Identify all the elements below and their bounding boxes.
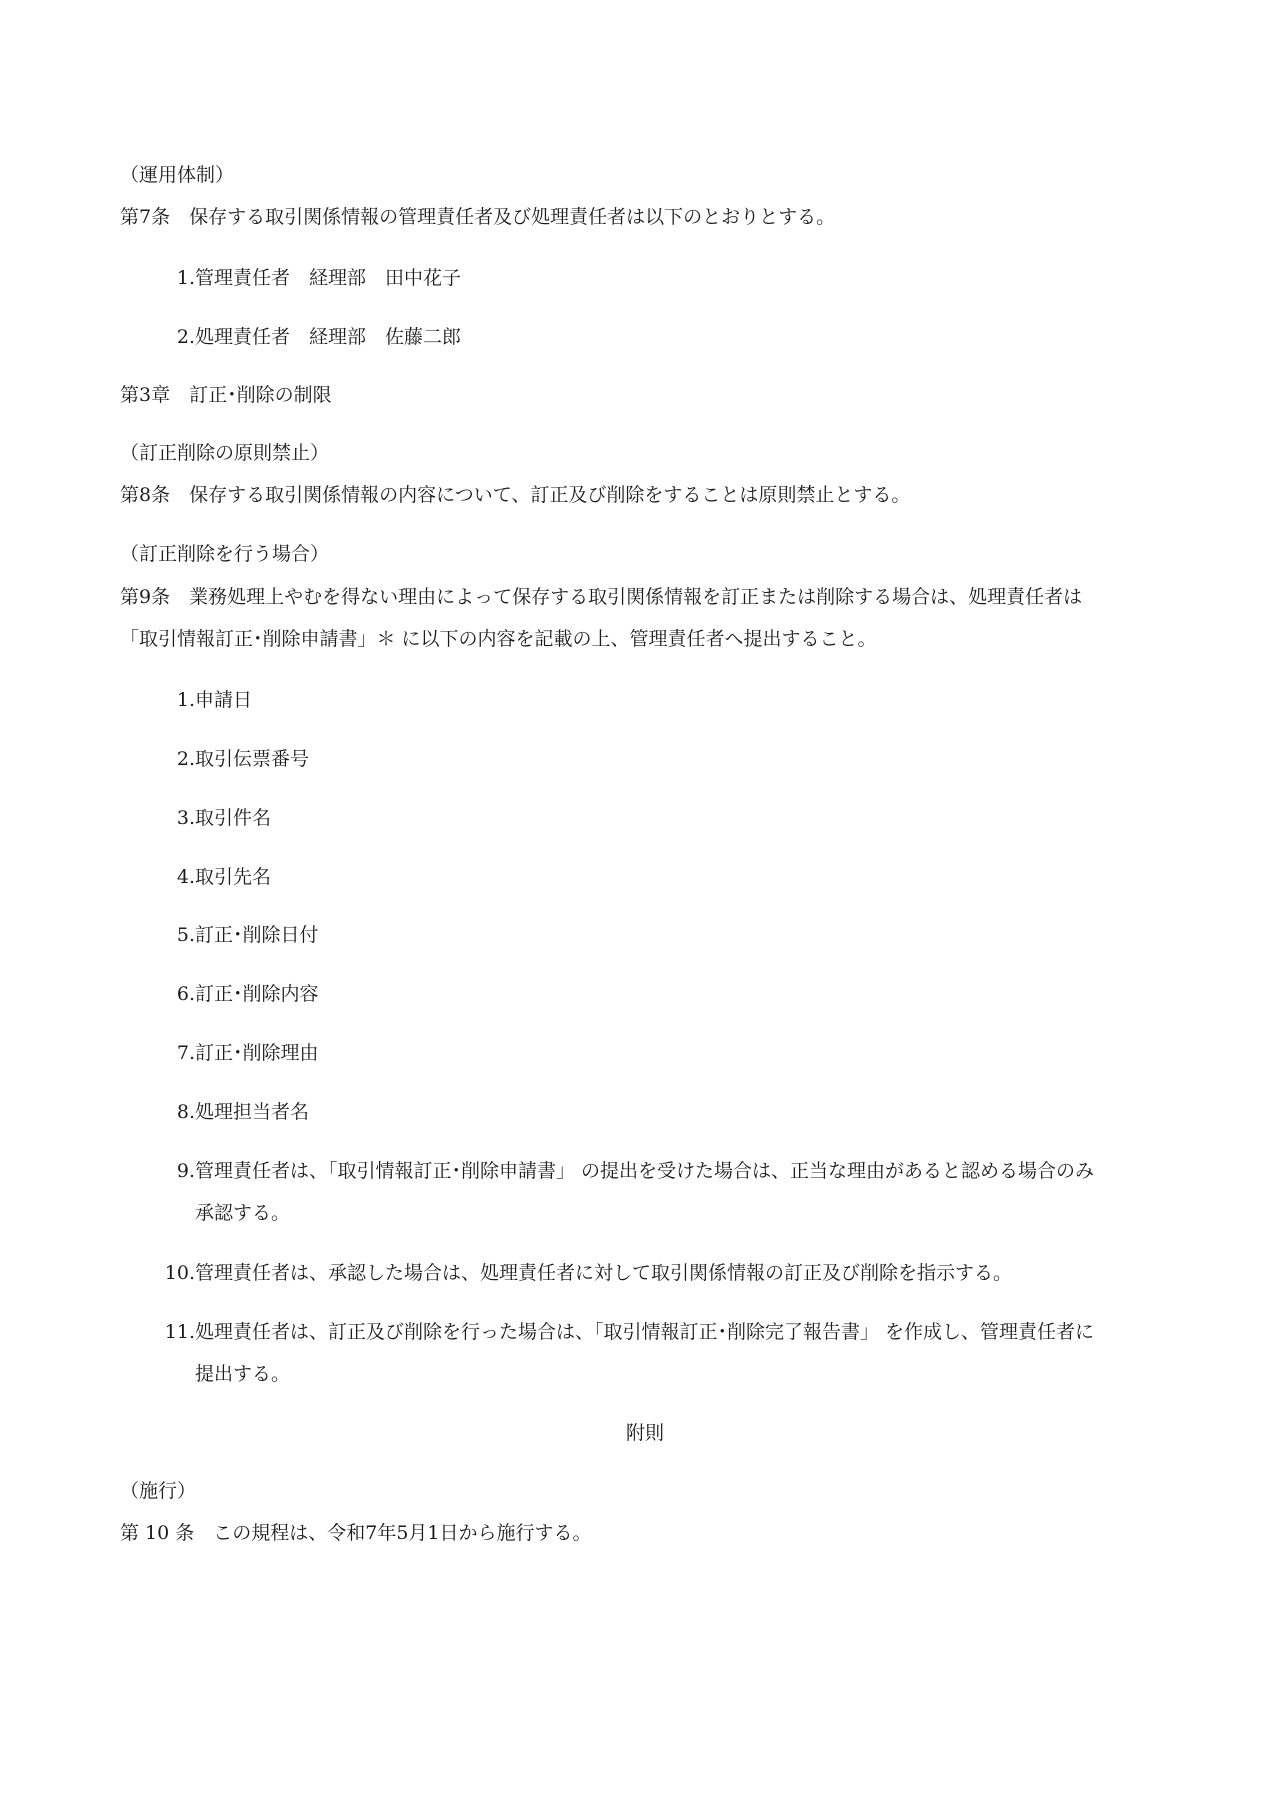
list-text: 訂正･削除内容: [195, 983, 319, 1005]
list-text: 管理責任者は、承認した場合は、処理責任者に対して取引関係情報の訂正及び削除を指示する。: [195, 1262, 1013, 1284]
list-text: 承認する。: [195, 1202, 291, 1224]
list-number: 5.: [176, 924, 195, 946]
list-number: 11.: [164, 1321, 195, 1343]
list-text: 処理責任者は、訂正及び削除を行った場合は、「取引情報訂正･削除完了報告書」 を作成し、管理責任者に: [195, 1321, 1095, 1343]
list-number: 7.: [176, 1042, 195, 1064]
list-text: 取引件名: [195, 807, 272, 829]
list-text: 申請日: [195, 689, 253, 711]
article-10: 第 10 条 この規程は、令和7年5月1日から施行する。: [120, 1522, 592, 1544]
list-number: 2.: [176, 748, 195, 770]
list-text: 処理責任者 経理部 佐藤二郎: [195, 326, 462, 348]
list-number: 10.: [164, 1262, 195, 1284]
list-text: 管理責任者は、「取引情報訂正･削除申請書」 の提出を受けた場合は、正当な理由があると認める場合のみ: [195, 1160, 1095, 1182]
list-text: 管理責任者 経理部 田中花子: [195, 267, 462, 289]
article-7: 第7条 保存する取引関係情報の管理責任者及び処理責任者は以下のとおりとする。: [120, 206, 836, 228]
list-number: 2.: [176, 326, 195, 348]
list-text: 訂正･削除日付: [195, 924, 319, 946]
heading-prohibit: （訂正削除の原則禁止）: [120, 442, 330, 464]
heading-enforce: （施行）: [120, 1480, 197, 1502]
list-text: 提出する。: [195, 1363, 291, 1385]
list-text: 取引先名: [195, 866, 272, 888]
supplementary-heading: 附則: [625, 1422, 664, 1444]
article-9-line-1: 第9条 業務処理上やむを得ない理由によって保存する取引関係情報を訂正または削除する場合は、処理責任者は: [120, 586, 1083, 608]
heading-case: （訂正削除を行う場合）: [120, 543, 330, 565]
list-text: 処理担当者名: [195, 1101, 310, 1123]
list-number: 6.: [176, 983, 195, 1005]
list-text: 訂正･削除理由: [195, 1042, 319, 1064]
list-number: 3.: [176, 807, 195, 829]
list-number: 8.: [176, 1101, 195, 1123]
article-8: 第8条 保存する取引関係情報の内容について、訂正及び削除をすることは原則禁止とする。: [120, 484, 911, 506]
list-number: 9.: [176, 1160, 195, 1182]
article-9-line-2: 「取引情報訂正･削除申請書」＊ に以下の内容を記載の上、管理責任者へ提出すること。: [120, 628, 877, 650]
list-text: 取引伝票番号: [195, 748, 310, 770]
chapter-3-title: 第3章 訂正･削除の制限: [120, 384, 332, 406]
list-number: 1.: [176, 689, 195, 711]
heading-operation: （運用体制）: [120, 164, 235, 186]
list-number: 1.: [176, 267, 195, 289]
list-number: 4.: [176, 866, 195, 888]
